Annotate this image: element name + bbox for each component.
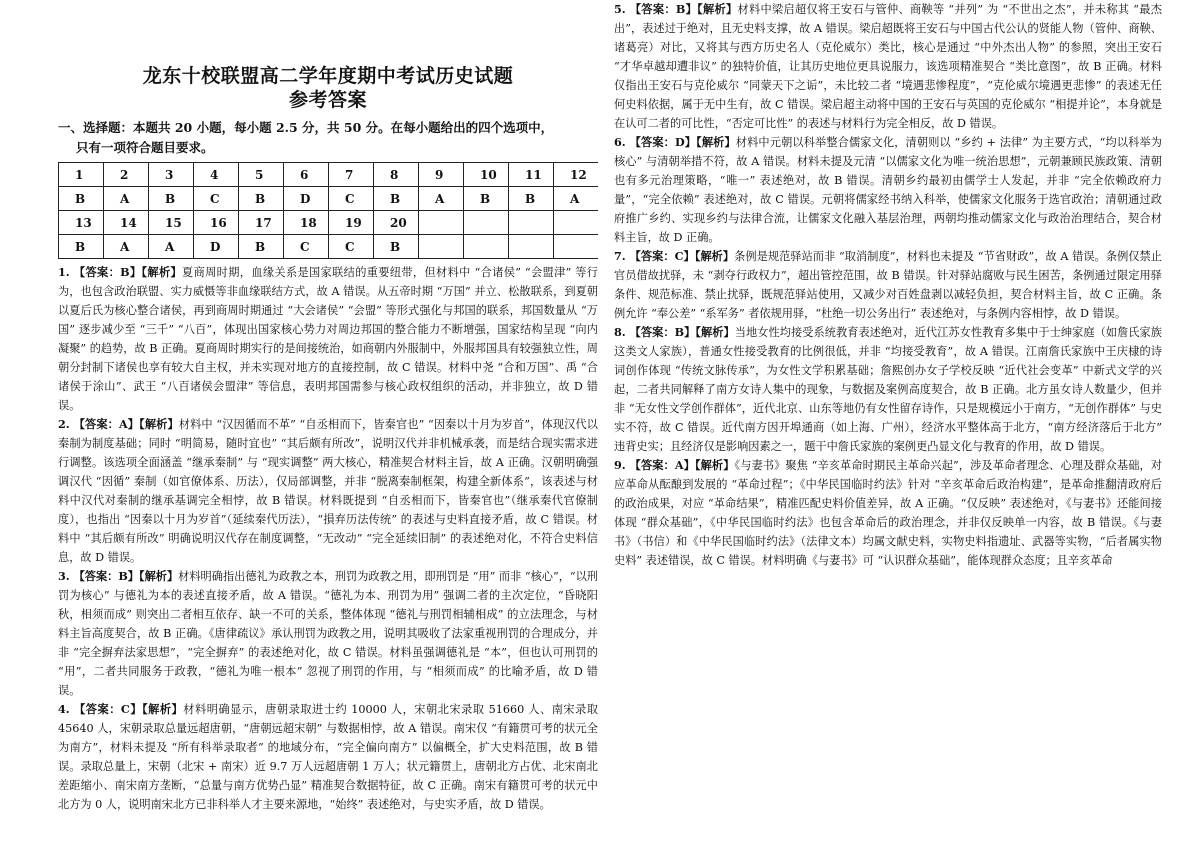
section-heading-continued: 只有一项符合题目要求。 [76,140,214,155]
answer-table-cell: B [509,187,554,211]
answer-explanation [58,567,598,700]
answer-table-row [59,235,599,259]
answer-table-cell: A [419,187,464,211]
page-title: 龙东十校联盟高二学年度期中考试历史试题 [142,65,514,87]
answer-analysis-text: 条例是规范驿站而非 “取消制度”，材料也未提及 “节省财政”，故 A 错误。条例仅禁止官员借故扰驿，未 “剥夺行政权力”，超出管控范围，故 B 错误。针对驿站腐败与民生困苦，条例通过限定用驿条件、规范标准、禁止扰驿，既规范驿站使用，又减少对百姓盘剥以减轻负担，契合材料主旨，故 C 正确。条例允许 “奉公差” “系军务” 者依规用驿，“杜绝一切公务出行” 表述绝对，与条例内容相悖，故 D 错误。 [614,250,1162,320]
answer-key-label: 7. 【答案：C】【解析】 [614,249,735,263]
answer-table-cell: C [329,235,374,259]
answer-table-cell: B [239,235,284,259]
answer-table-cell: B [464,187,509,211]
answer-table-cell: 6 [284,163,329,187]
answer-table-cell [419,211,464,235]
page-subtitle: 参考答案 [288,89,367,111]
answer-table-cell: A [149,235,194,259]
answer-table-cell: 12 [554,163,599,187]
right-column [614,0,1162,848]
answer-explanation [614,323,1162,456]
answer-explanation [58,415,598,567]
answer-table-cell: B [239,187,284,211]
answer-key-label: 6. 【答案：D】【解析】 [614,135,736,149]
answer-explanation [614,0,1162,133]
answer-key-label: 3. 【答案：B】【解析】 [58,569,179,583]
answer-table-cell [554,235,599,259]
answer-table-cell [464,235,509,259]
answer-table-cell: 15 [149,211,194,235]
answer-analysis-text: 材料明确显示，唐朝录取进士约 10000 人，宋朝北宋录取 51660 人、南宋录取 45640 人，宋朝录取总量远超唐朝，“唐朝远超宋朝” 与数据相悖，故 A 错误。南宋仅 “有籍贯可考的状元全为南方”，材料未提及 “所有科举录取者” 的地域分布，“完全偏向南方” 以偏概全，扩大史料范围，故 B 错误。录取总量上，宋朝（北宋 + 南宋）近 9.7 万人远超唐朝 1 万人；状元籍贯上，唐朝北方占优、北宋南北差距缩小、南宋南方垄断，“总量与南方优势凸显” 精准契合数据特征，故 C 正确。南宋有籍贯可考的状元中北方为 0 人，说明南宋北方已非科举人才主要来源地，“始终” 表述绝对，与史实矛盾，故 D 错误。 [58,703,598,811]
answer-key-label: 9. 【答案：A】【解析】 [614,458,735,472]
answer-table-cell: A [104,187,149,211]
answer-key-label: 5. 【答案：B】【解析】 [614,2,738,16]
answer-table-cell [509,211,554,235]
answer-table-cell: B [374,187,419,211]
answer-analysis-text: 材料中梁启超仅将王安石与管仲、商鞅等 “并列” 为 “不世出之杰”，并未称其 “最杰出”，表述过于绝对，且无史料支撑，故 A 错误。梁启超既将王安石与中国古代公认的贤能人物（管仲、商鞅、诸葛亮）对比，又将其与西方历史名人（克伦威尔）类比，核心是通过 “中外杰出人物” 的参照，突出王安石 “才华卓越却遭非议” 的独特价值，让其历史地位更具说服力，该选项精准契合 “类比意图”，故 B 正确。材料仅指出王安石与克伦威尔 “同蒙天下之诟”，未比较二者 “境遇悲惨程度”，“克伦威尔境遇更悲惨” 的表述无任何史料依据，属于无中生有，故 C 错误。梁启超主动将中国的王安石与英国的克伦威尔 “相提并论”，本身就是在认可二者的可比性，“否定可比性” 的表述与材料行为完全相反，故 D 错误。 [614,3,1162,130]
answer-table-cell: D [194,235,239,259]
answer-table-cell: 4 [194,163,239,187]
answer-table-cell: B [59,235,104,259]
answer-table-cell: 11 [509,163,554,187]
answer-explanation [614,456,1162,570]
answer-table-cell: C [329,187,374,211]
answer-table-row [59,163,599,187]
answer-table-cell: 18 [284,211,329,235]
answer-table-cell: 16 [194,211,239,235]
answer-table-cell: 10 [464,163,509,187]
answer-table-cell: A [554,187,599,211]
answer-key-label: 2. 【答案：A】【解析】 [58,417,179,431]
answer-analysis-text: 《与妻书》聚焦 “辛亥革命时期民主革命兴起”，涉及革命者理念、心理及群众基础，对应革命从酝酿到发展的 “革命过程”；《中华民国临时约法》针对 “辛亥革命后政治构建”，是革命推翻清政府后的政治成果，对应 “革命结果”，精准匹配史料价值差异，故 A 正确。“仅反映” 表述绝对，《与妻书》还能间接体现 “群众基础”，《中华民国临时约法》也包含革命后的政治理念，并非仅反映单一内容，故 B 错误。《与妻书》（书信）和《中华民国临时约法》（法律文本）均属文献史料，实物史料指遗址、武器等实物，“后者属实物史料” 表述错误，故 C 错误。材料明确《与妻书》可 “认识群众基础”，能体现群众态度；且辛亥革命 [614,459,1162,567]
answer-table-cell: B [59,187,104,211]
answer-table-cell: C [284,235,329,259]
answer-table-cell: 8 [374,163,419,187]
answer-explanation [614,133,1162,247]
answer-table-cell: C [194,187,239,211]
answer-table-cell: A [104,235,149,259]
answer-table-cell: 17 [239,211,284,235]
answer-table-cell: 1 [59,163,104,187]
answer-table-row [59,187,599,211]
answer-analysis-text: 材料中元朝以科举整合儒家文化，清朝则以 “乡约 + 法律” 为主要方式，“均以科举为核心” 与清朝举措不符，故 A 错误。材料未提及元清 “以儒家文化为唯一统治思想”，元朝兼顾民族政策、清朝也有多元治理策略，“唯一” 表述绝对，故 B 错误。清朝乡约最初由儒学士人发起，并非 “完全依赖政府力量”，“完全依赖” 表述绝对，故 C 错误。元朝将儒家经书纳入科举，使儒家文化服务于选官政治；清朝通过政府推广乡约、实现乡约与法律合流，让儒家文化融入基层治理，两朝均推动儒家文化与政治治理结合，契合材料主旨，故 D 正确。 [614,136,1162,244]
left-column [58,0,598,848]
answer-analysis-text: 夏商周时期，血缘关系是国家联结的重要纽带，但材料中 “合诸侯” “会盟津” 等行为，也包含政治联盟、实力威慑等非血缘联结方式，故 A 错误。从五帝时期 “万国” 并立、松散联系，到夏朝以夏后氏为核心整合诸侯，再到商周时期通过 “大会诸侯” “会盟” 等形式强化与邦国的联系，邦国数量从 “万国” 逐步减少至 “三千” “八百”，体现出国家核心势力对周边邦国的整合能力不断增强，国家结构呈现 “向内凝聚” 的趋势，故 B 正确。夏商周时期实行的是间接统治，如商朝内外服制中，外服邦国具有较强独立性，周朝分封制下诸侯也享有较大自主权，并未实现对地方的直接控制，故 C 错误。材料中尧 “合和万国”、禹 “合诸侯于涂山”、武王 “八百诸侯会盟津” 等信息，表明邦国需参与核心政权组织的活动，并非独立，故 D 错误。 [58,266,598,412]
answer-table-cell: 9 [419,163,464,187]
answer-table-cell: 7 [329,163,374,187]
answer-key-label: 4. 【答案：C】【解析】 [58,702,184,716]
answer-table-cell: B [149,187,194,211]
answer-table-cell: B [374,235,419,259]
answer-table-cell [509,235,554,259]
answer-table-cell: 20 [374,211,419,235]
answer-explanation [614,247,1162,323]
answer-explanation [58,700,598,814]
answer-table-cell: 5 [239,163,284,187]
answer-key-label: 1. 【答案：B】【解析】 [58,265,183,279]
answer-analysis-text: 材料中 “汉因循而不革” “自丞相而下，皆秦官也” “因秦以十月为岁首”，体现汉代以秦制为制度基础；同时 “明简易，随时宜也” “其后颇有所改”，说明汉代并非机械承袭，而是结合现实需求进行调整。该选项全面涵盖 “继承秦制” 与 “现实调整” 两大核心，精准契合材料主旨，故 A 正确。汉朝明确强调汉代 “因循” 秦制（如官僚体系、历法），仅局部调整，并非 “脱离秦制框架，构建全新体系”，该表述与材料中汉代对秦制的继承基调完全相悖，故 B 错误。材料既提到 “自丞相而下，皆秦官也”（继承秦代官僚制度），也指出 “因秦以十月为岁首”（延续秦代历法），“損弃历法传统” 的表述与史料直接矛盾，故 C 错误。材料中 “其后颇有所改” 明确说明汉代存在制度调整，“无改动” “完全延续旧制” 的表述绝对化，不符合史料信息，故 D 错误。 [58,418,598,564]
left-explanations [58,263,598,814]
answer-table-cell: D [284,187,329,211]
answer-table-row [59,211,599,235]
answer-table-cell [464,211,509,235]
answer-table [58,162,598,259]
answer-table-cell: 14 [104,211,149,235]
answer-table-cell: 19 [329,211,374,235]
right-explanations [614,0,1162,570]
answer-analysis-text: 当地女性均接受系统教育表述绝对，近代江苏女性教育多集中于士绅家庭（如詹氏家族这类文人家族），普通女性接受教育的比例很低，并非 “均接受教育”，故 A 错误。江南詹氏家族中王庆棣的诗词创作体现 “传统文脉传承”，为女性文学积累基础；詹熙创办女子学校反映 “近代社会变革” 中新式文学的兴起，二者共同解释了南方女诗人集中的现象，与数据及案例高度契合，故 B 正确。北方虽女诗人数量少，但并非 “无女性文学创作群体”，近代北京、山东等地仍有女性留存诗作，只是规模远小于南方，“无创作群体” 与史实不符，故 C 错误。近代南方因开埠通商（如上海、广州），经济水平整体高于北方，“南方经济落后于北方” 违背史实；且经济仅是影响因素之一，题干中詹氏家族的案例更凸显文化与教育的作用，故 D 错误。 [614,326,1162,453]
answer-table-cell: 13 [59,211,104,235]
answer-table-cell: 2 [104,163,149,187]
answer-table-cell: 3 [149,163,194,187]
answer-table-cell [419,235,464,259]
answer-table-cell [554,211,599,235]
answer-key-label: 8. 【答案：B】【解析】 [614,325,735,339]
answer-explanation [58,263,598,415]
section-heading: 一、选择题：本题共 20 小题，每小题 2.5 分，共 50 分。在每小题给出的四个选项中， [58,120,554,135]
answer-analysis-text: 材料明确指出德礼为政教之本，刑罚为政教之用，即刑罚是 “用” 而非 “核心”，“以刑罚为核心” 与德礼为本的表述直接矛盾，故 A 错误。“德礼为本、刑罚为用” 强调二者的主次定位，“昏晓阳秋，相须而成” 则突出二者相互依存、缺一不可的关系，整体体现 “德礼与刑罚相辅相成” 的立法理念，与材料主旨高度契合，故 B 正确。《唐律疏议》承认刑罚为政教之用，说明其吸收了法家重视刑罚的合理成分，并非 “完全摒弃法家思想”，“完全摒弃” 的表述绝对化，故 C 错误。材料虽强调德礼是 “本”，但也认可刑罚的 “用”，二者共同服务于政教，“德礼为唯一根本” 忽视了刑罚的作用，与 “相须而成” 的比喻矛盾，故 D 错误。 [58,570,598,697]
